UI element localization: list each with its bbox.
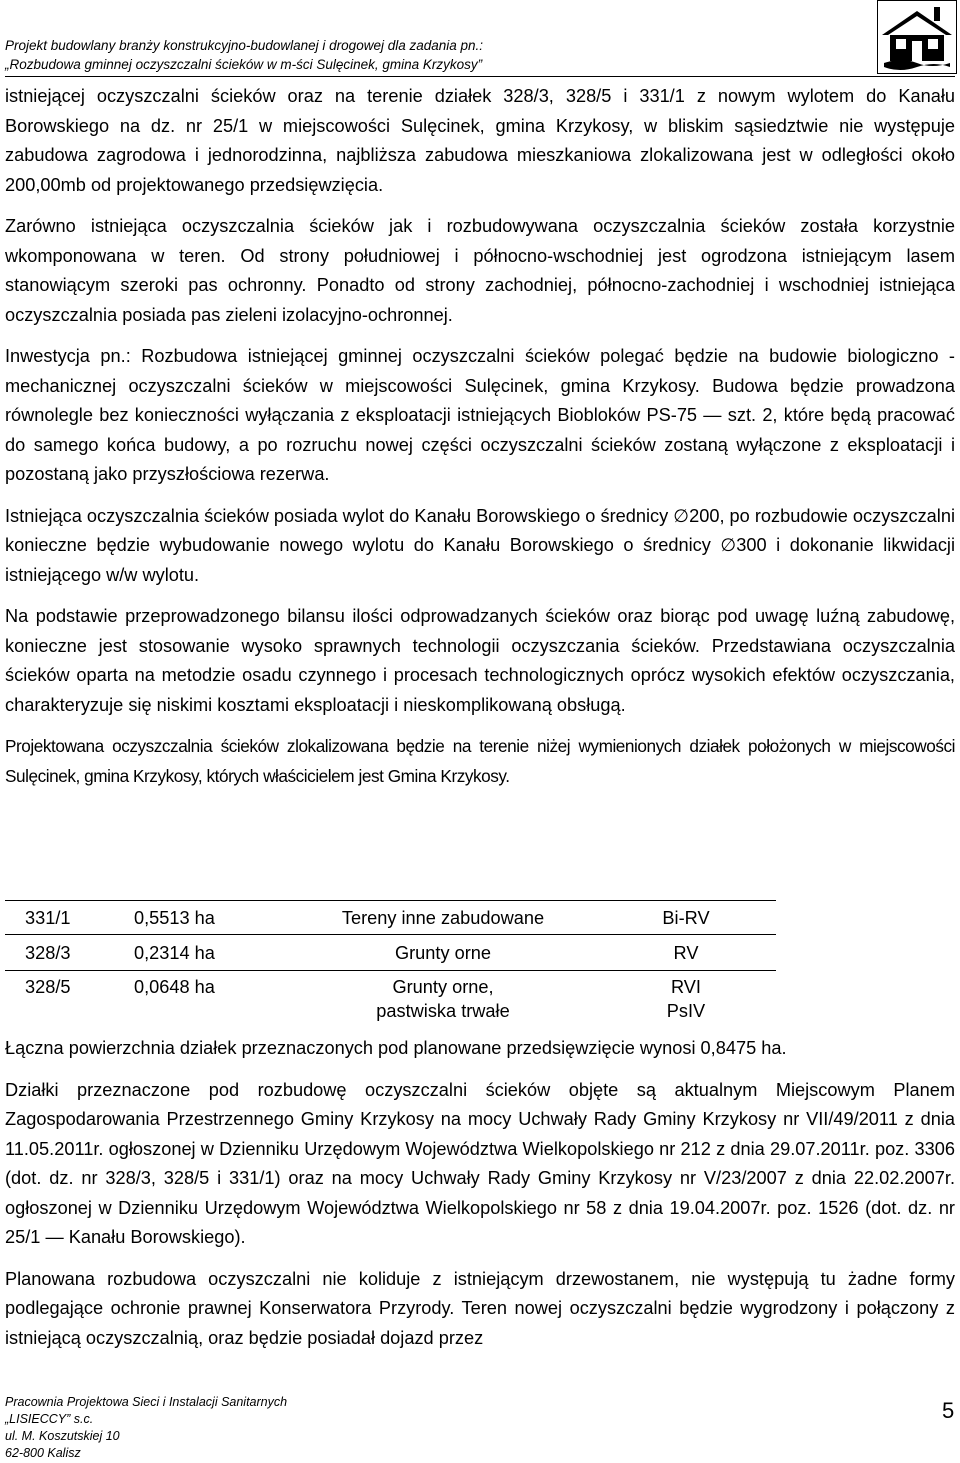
plot-class	[596, 935, 776, 971]
footer-company: Pracownia Projektowa Sieci i Instalacji Sanitarnych	[5, 1395, 288, 1409]
footer-company-name: „LISIECCY” s.c.	[5, 1412, 94, 1426]
document-body	[5, 82, 955, 803]
plot-area: 0,5513 ha	[124, 901, 290, 935]
paragraph-location: istniejącej oczyszczalni ścieków oraz na terenie działek 328/3, 328/5 i 331/1 z nowym wylotem do Kanału Borowskiego na dz. nr 25/1 w miejscowości Sulęcinek, gmina Krzykosy, w bliskim sąsiedztwie nie występuje zabudowa zagrodowa i jednorodzinna, najbliższa zabudowa mieszkaniowa zlokalizowana jest w odległości około 200,00mb od projektowanego przedsięwzięcia.	[5, 86, 955, 195]
plot-use	[290, 901, 596, 935]
plot-use	[290, 971, 596, 1026]
plot-area: 0,0648 ha	[134, 977, 215, 997]
paragraph-plots-intro: Projektowana oczyszczalnia ścieków zlokalizowana będzie na terenie niżej wymienionych działek położonych w miejscowości Sulęcinek, gmina Krzykosy, których właścicielem jest Gmina Krzykosy.	[5, 736, 955, 786]
project-title-line2: „Rozbudowa gminnej oczyszczalni ścieków w m-ści Sulęcinek, gmina Krzykosy”	[5, 57, 483, 72]
plot-class	[596, 901, 776, 935]
header-divider	[5, 76, 955, 77]
page-header	[5, 0, 955, 80]
plot-number: 328/3	[5, 935, 124, 971]
plot-area: 0,2314 ha	[124, 935, 290, 971]
project-title	[5, 36, 483, 74]
paragraph-investment: Inwestycja pn.: Rozbudowa istniejącej gminnej oczyszczalni ścieków polegać będzie na budowie biologiczno - mechanicznej oczyszczalni ścieków w miejscowości Sulęcinek, gmina Krzykosy. Budowa będzie prowadzona równolegle bez konieczności wyłączania z eksploatacji istniejących Biobloków PS-75 — szt. 2, które będą pracować do samego końca budowy, a po rozruchu nowej części oczyszczalni ścieków zostaną wyłączone z eksploatacji i pozostaną jako przyszłościowa rezerwa.	[5, 346, 955, 484]
table-row	[5, 935, 776, 971]
plot-use	[290, 935, 596, 971]
paragraph-zoning-plan: Działki przeznaczone pod rozbudowę oczyszczalni ścieków objęte są aktualnym Miejscowym Planem Zagospodarowania Przestrzennego Gminy Krzykosy na mocy Uchwały Rady Gminy Krzykosy nr VII/49/2011 z dnia 11.05.2011r. ogłoszonej w Dzienniku Urzędowym Województwa Wielkopolskiego nr 212 z dnia 29.07.2011r. poz. 3306 (dot. dz. nr 328/3, 328/5 i 331/1) oraz na mocy Uchwały Rady Gminy Krzykosy nr V/23/2007 z dnia 22.02.2007r. ogłoszonej w Dzienniku Urzędowym Województwa Wielkopolskiego nr 58 z dnia 19.04.2007r. poz. 1526 (dot. dz. nr 25/1 — Kanału Borowskiego).	[5, 1079, 955, 1247]
footer-city: 62-800 Kalisz	[5, 1446, 81, 1460]
plot-use-line1: Tereny inne zabudowane	[341, 908, 545, 928]
plot-use-line1: Grunty orne	[394, 943, 492, 963]
table-row	[5, 971, 776, 1026]
page-footer	[5, 1394, 287, 1462]
plots-table	[5, 900, 776, 1025]
document-body-continued	[5, 1034, 955, 1365]
paragraph-total-area: Łączna powierzchnia działek przeznaczonych pod planowane przedsięwzięcie wynosi 0,8475 ha.	[5, 1038, 787, 1058]
paragraph-technology: Na podstawie przeprowadzonego bilansu ilości odprowadzanych ścieków oraz biorąc pod uwagę luźną zabudowę, konieczne jest stosowanie wysoko sprawnych technologii oczyszczania ścieków. Przedstawiana oczyszczalnia ścieków oparta na metodzie osadu czynnego i procesach technologicznych oprócz wysokich efektów oczyszczania, charakteryzuje się niskimi kosztami eksploatacji i nieskomplikowaną obsługą.	[5, 606, 955, 715]
plot-class-line1: RVI	[671, 977, 701, 997]
plot-number: 331/1	[5, 901, 124, 935]
plot-class-line1: RV	[673, 943, 699, 963]
paragraph-nature-protection: Planowana rozbudowa oczyszczalni nie koliduje z istniejącym drzewostanem, nie występują tu żadne formy podlegające ochronie prawnej Konserwatora Przyrody. Teren nowej oczyszczalni będzie wygrodzony i połączony z istniejącą oczyszczalnią, oraz będzie posiadał dojazd przez	[5, 1268, 955, 1348]
plot-use-line1: Grunty orne,	[392, 977, 494, 997]
plot-number: 328/5	[25, 977, 71, 997]
project-title-line1: Projekt budowlany branży konstrukcyjno-budowlanej i drogowej dla zadania pn.:	[5, 38, 484, 53]
paragraph-outlet: Istniejąca oczyszczalnia ścieków posiada wylot do Kanału Borowskiego o średnicy ∅200, po rozbudowie oczyszczalni konieczne będzie wybudowanie nowego wylotu do Kanału Borowskiego o średnicy ∅300 i dokonanie likwidacji istniejącego w/w wylotu.	[5, 505, 955, 585]
plot-class-line1: Bi-RV	[662, 908, 710, 928]
table-row	[5, 901, 776, 935]
paragraph-terrain: Zarówno istniejąca oczyszczalnia ścieków jak i rozbudowywana oczyszczalnia ścieków została korzystnie wkomponowana w teren. Od strony południowej i północno-wschodniej jest ogrodzona istniejącym lasem stanowiącym szeroki pas ochronny. Ponadto od strony zachodniej, północno-zachodniej i wschodniej istniejąca oczyszczalnia posiada pas zieleni izolacyjno-ochronnej.	[5, 216, 955, 325]
plot-use-line2: pastwiska trwałe	[376, 1001, 510, 1021]
plot-class-line2: PsIV	[666, 1001, 706, 1021]
plot-class	[596, 971, 776, 1026]
house-logo-icon	[877, 0, 957, 74]
footer-street: ul. M. Koszutskiej 10	[5, 1429, 120, 1443]
page-number: 5	[942, 1398, 955, 1423]
